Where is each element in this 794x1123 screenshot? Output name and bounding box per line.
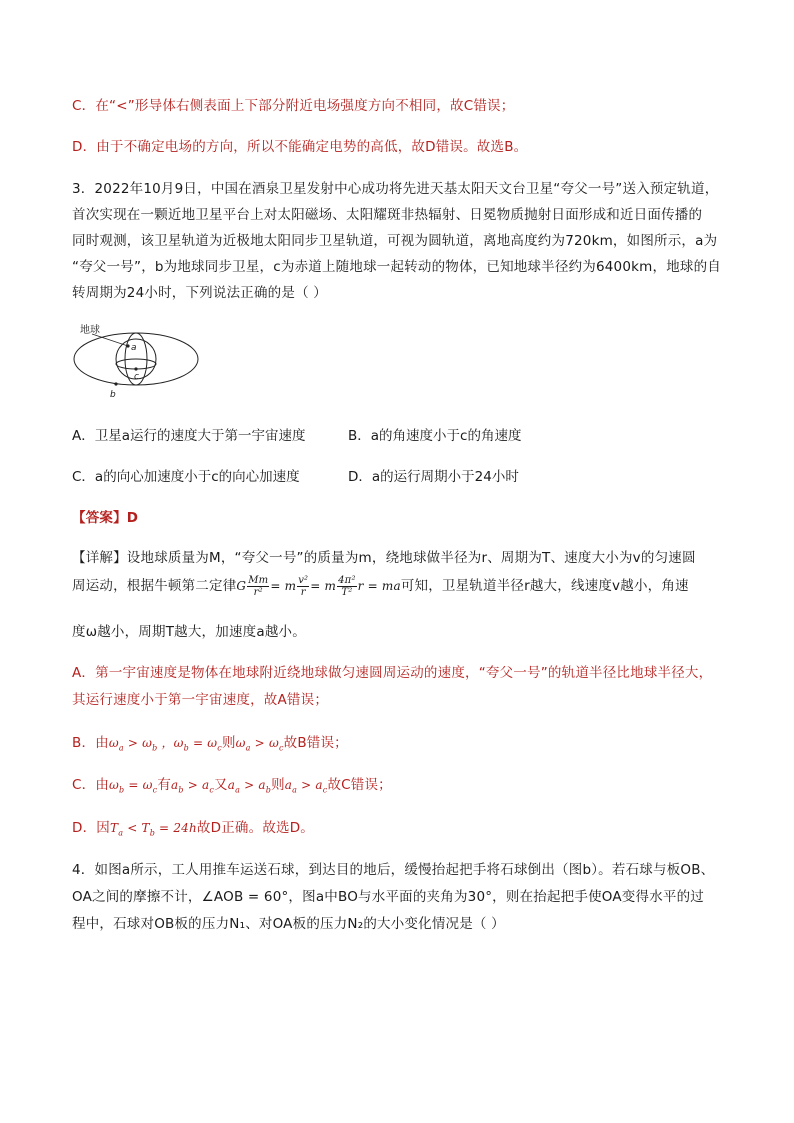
q3-solution-a-line-1: A．第一宇宙速度是物体在地球附近绕地球做匀速圆周运动的速度，“夸父一号”的轨道半径比地球半径大， <box>72 665 713 681</box>
q3-solution-c-prefix: C．由 <box>72 777 110 793</box>
q3-solution-a-line-2: 其运行速度小于第一宇宙速度，故A错误； <box>72 692 329 708</box>
q3-solution-c-and: 又 <box>214 777 228 793</box>
gravitation-formula: G $\frac{Mm}{\text{r²}}$ = m $\frac{\text{v²}}{r}$ = m $\frac{\text{4π²}}{\text{T²}}$ r = ma <box>236 575 401 598</box>
q3-solution-b-math-2: $\omega_a > \omega_c$ <box>235 736 284 753</box>
q3-solution-c <box>72 773 392 794</box>
q3-solution-b-prefix: B．由 <box>72 735 109 751</box>
q3-option-b: B．a的角速度小于c的角速度 <box>348 428 522 444</box>
q3-solution-d-suffix: 故D正确。故选D。 <box>196 820 315 836</box>
q3-solution-b <box>72 731 348 752</box>
q3-solution-c-have: 有 <box>157 777 172 793</box>
q3-stem-line-4: “夸父一号”，b为地球同步卫星，c为赤道上随地球一起转动的物体，已知地球半径约为6400km，地球的自 <box>72 259 722 275</box>
q4-stem-line-1: 4．如图a所示，工人用推车运送石球，到达目的地后，缓慢抬起把手将石球倒出（图b）。若石球与板OB、 <box>72 862 715 878</box>
orbit-figure <box>70 318 205 403</box>
q3-solution-c-math-2: $a_b > a_c$ <box>171 778 215 795</box>
q4-stem-line-2: OA之间的摩擦不计，∠AOB = 60°，图a中BO与水平面的夹角为30°，则在抬起把手使OA变得水平的过 <box>72 889 705 905</box>
q2-option-c-explanation: C．在“<”形导体右侧表面上下部分附近电场强度方向不相同，故C错误； <box>72 98 515 114</box>
q3-solution-c-suffix: 故C错误； <box>327 777 392 793</box>
point-c <box>134 367 137 370</box>
q3-answer: 【答案】D <box>72 510 139 526</box>
q3-detail-line-2-suffix: 可知，卫星轨道半径r越大，线速度v越小，角速 <box>400 578 689 594</box>
label-c: c <box>134 372 139 382</box>
q3-option-a: A．卫星a运行的速度大于第一宇宙速度 <box>72 428 306 444</box>
q3-solution-c-math-4: $a_a > a_c$ <box>284 778 328 795</box>
label-b: b <box>110 390 116 400</box>
point-b <box>114 382 117 385</box>
q3-option-d: D．a的运行周期小于24小时 <box>348 469 519 485</box>
q3-solution-d <box>72 816 314 837</box>
q3-solution-d-prefix: D．因 <box>72 820 110 836</box>
q3-stem-line-1: 3．2022年10月9日，中国在酒泉卫星发射中心成功将先进天基太阳天文台卫星“夸父一号”送入预定轨道， <box>72 181 719 197</box>
point-a <box>126 344 129 347</box>
q3-option-c: C．a的向心加速度小于c的向心加速度 <box>72 469 300 485</box>
q3-solution-d-math: $T_a < T_b = 24h$ <box>110 821 197 838</box>
q3-solution-c-math: $\omega_b = \omega_c$ <box>109 778 158 795</box>
q3-detail-line-2-prefix: 周运动，根据牛顿第二定律 <box>72 578 237 594</box>
q3-stem-line-3: 同时观测，该卫星轨道为近极地太阳同步卫星轨道，可视为圆轨道，离地高度约为720km，如图所示，a为 <box>72 233 718 249</box>
q4-stem-line-3: 程中，石球对OB板的压力N₁、对OA板的压力N₂的大小变化情况是（ ） <box>72 916 505 932</box>
q3-stem-line-2: 首次实现在一颗近地卫星平台上对太阳磁场、太阳耀斑非热辐射、日冕物质抛射日面形成和近日面传播的 <box>72 207 703 223</box>
q3-solution-b-then: 则 <box>221 735 236 751</box>
q3-detail-line-2 <box>72 574 689 598</box>
q3-detail-line-1: 【详解】设地球质量为M，“夸父一号”的质量为m，绕地球做半径为r、周期为T、速度大小为v的匀速圆 <box>72 550 696 566</box>
q3-solution-c-then: 则 <box>271 777 285 793</box>
q3-solution-b-math: $\omega_a > \omega_b$ ，$\omega_b = \omega_c$ <box>108 736 222 753</box>
label-a: a <box>131 343 137 353</box>
earth-label: 地球 <box>80 325 100 336</box>
q3-detail-line-3: 度ω越小，周期T越大，加速度a越小。 <box>72 624 306 640</box>
q3-solution-c-math-3: $a_a > a_b$ <box>227 778 272 795</box>
q3-solution-b-suffix: 故B错误； <box>283 735 348 751</box>
q3-stem-line-5: 转周期为24小时，下列说法正确的是（ ） <box>72 285 327 301</box>
q2-option-d-explanation: D．由于不确定电场的方向，所以不能确定电势的高低，故D错误。故选B。 <box>72 139 528 155</box>
